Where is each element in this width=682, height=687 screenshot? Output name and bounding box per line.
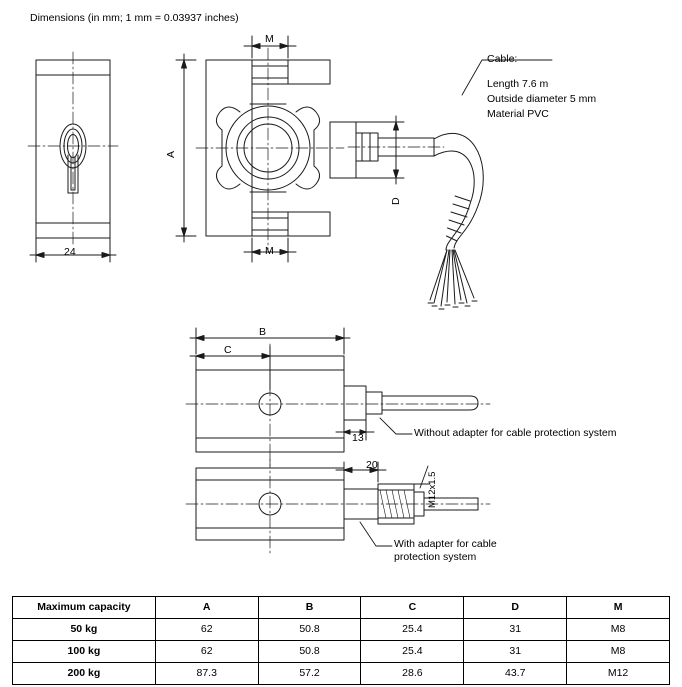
table-cell: 62 (155, 641, 258, 663)
label-dim-M-bottom: M (265, 245, 274, 257)
label-dim-D: D (390, 197, 402, 205)
label-dim-M-top: M (265, 33, 274, 45)
cable-length: Length 7.6 m (487, 78, 549, 90)
table-cell: M12 (567, 663, 670, 685)
table-header-cell: M (567, 597, 670, 619)
table-cell: M8 (567, 619, 670, 641)
label-dim-13: 13 (352, 432, 364, 444)
label-thread-m12: M12x1.5 (427, 471, 438, 508)
table-header-row (13, 597, 670, 619)
table-header-cell: B (258, 597, 361, 619)
dimension-table (12, 596, 670, 685)
table-row (13, 641, 670, 663)
label-dim-20: 20 (366, 459, 378, 471)
table-cell: 87.3 (155, 663, 258, 685)
table-cell: 25.4 (361, 619, 464, 641)
table-cell: 31 (464, 619, 567, 641)
label-without-adapter: Without adapter for cable protection system (414, 427, 617, 439)
front-view-centerline (196, 48, 444, 250)
table-cell: 200 kg (13, 663, 156, 685)
table-cell: 50 kg (13, 619, 156, 641)
table-cell: 50.8 (258, 641, 361, 663)
label-dim-C: C (224, 344, 232, 356)
table-header-cell: Maximum capacity (13, 597, 156, 619)
table-header-cell: D (464, 597, 567, 619)
label-dim-B: B (259, 326, 267, 338)
dim-A (176, 54, 196, 242)
dim-D (330, 116, 404, 184)
dimensions-note: Dimensions (in mm; 1 mm = 0.03937 inches) (30, 12, 239, 24)
cable-title: Cable: (487, 53, 518, 65)
table-header-cell: C (361, 597, 464, 619)
cable-material: Material PVC (487, 108, 549, 120)
table-cell: M8 (567, 641, 670, 663)
table-row (13, 619, 670, 641)
cable-diameter: Outside diameter 5 mm (487, 93, 597, 105)
label-width-24: 24 (64, 246, 76, 258)
table-cell: 100 kg (13, 641, 156, 663)
side-view-centerline (28, 52, 118, 247)
label-with-adapter-line1: With adapter for cable (394, 538, 497, 550)
table-cell: 28.6 (361, 663, 464, 685)
table-cell: 62 (155, 619, 258, 641)
label-dim-A: A (165, 150, 177, 158)
table-cell: 50.8 (258, 619, 361, 641)
table-cell: 25.4 (361, 641, 464, 663)
table-header-cell: A (155, 597, 258, 619)
table-cell: 43.7 (464, 663, 567, 685)
table-cell: 57.2 (258, 663, 361, 685)
front-view-cable-boss (330, 122, 434, 178)
label-with-adapter-line2: protection system (394, 551, 477, 563)
table-cell: 31 (464, 641, 567, 663)
table-row (13, 663, 670, 685)
